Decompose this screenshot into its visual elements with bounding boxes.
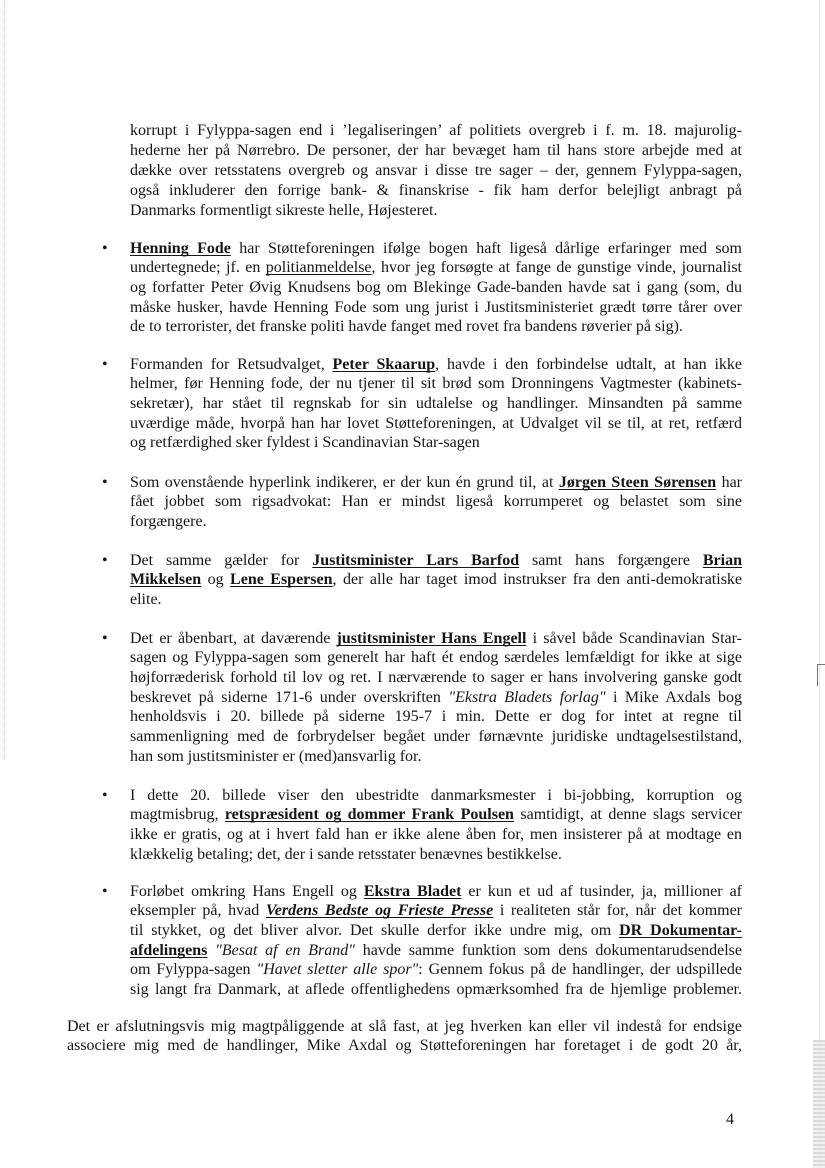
link-lars-barfod[interactable]: Justitsminister Lars Barfod: [312, 551, 520, 569]
text-line: I dette 20. billede viser den ubestridte danmarksmester i bi-jobbing, korruption og: [130, 786, 742, 804]
scan-edge-mark: [817, 664, 825, 686]
text-run: Formanden for Retsudvalget,: [130, 355, 333, 373]
text-run: har Støtteforeningen ifølge bogen haft ligeså dårlige erfaringer med som: [230, 239, 742, 257]
bullet-marker: •: [102, 882, 108, 900]
text-line: [130, 258, 742, 278]
bullet-marker: •: [102, 473, 108, 491]
scan-edge-shadow: [813, 1040, 825, 1168]
link-henning-fode[interactable]: Henning Fode: [130, 239, 231, 257]
scan-edge-right: [819, 0, 820, 1168]
text-run: , hvor jeg forsøgte at fange de gunstige vinde, journalist: [371, 259, 742, 277]
text-line: [130, 355, 742, 375]
text-run: til stykket, og det bliver alvor. Det skulle derfor ikke undre mig, om: [130, 921, 620, 939]
text-line: fået jobbet som rigsadvokat: Han er mindst ligeså korrumperet og belastet som sine: [130, 493, 742, 511]
text-run: i realiteten står for, når det kommer: [493, 902, 743, 920]
text-run: er kun et ud af tusinder, ja, millioner af: [461, 882, 742, 900]
text-line: [130, 551, 742, 571]
link-lene-espersen[interactable]: Lene Espersen: [230, 571, 333, 589]
link-joergen-steen-soerensen[interactable]: Jørgen Steen Sørensen: [558, 473, 717, 491]
text-line: sig langt fra Danmark, at aflede offentlighedens opmærksomhed fra de hjemlige problemer.: [130, 980, 742, 998]
text-line: højforræderisk forhold til lov og ret. I nærværende to sager er hans involvering ganske godt: [130, 668, 742, 686]
intro-paragraph: [130, 121, 742, 221]
bullet-marker: •: [102, 551, 108, 569]
link-peter-skaarup[interactable]: Peter Skaarup: [332, 355, 436, 373]
text-line: [130, 239, 742, 259]
text-line: elite.: [130, 590, 162, 608]
bullet-item: [102, 239, 742, 337]
text-run: samt hans forgængere: [519, 551, 703, 569]
bullet-item: [102, 882, 743, 1000]
bullet-marker: •: [102, 786, 108, 804]
bullet-marker: •: [102, 355, 108, 373]
text-line: dække over retsstatens overgreb og ansvar i disse tre sager – der, gennem Fylyppa-sagen,: [130, 162, 742, 179]
text-run: Det samme gælder for: [130, 551, 313, 569]
text-line: korrupt i Fylyppa-sagen end i ’legaliseringen’ af politiets overgreb i f. m. 18. majurolig-: [130, 122, 742, 139]
page-number: 4: [726, 1111, 734, 1128]
text-run: eksempler på, hvad: [130, 902, 266, 920]
text-run: har: [716, 473, 742, 491]
text-run: undertegnede; jf. en: [130, 259, 266, 277]
text-line: de to terrorister, det franske politi havde fanget med rovet fra bandens røverier på sig).: [130, 318, 683, 336]
link-hans-engell[interactable]: justitsminister Hans Engell: [336, 629, 527, 647]
bullet-item: [102, 629, 743, 767]
bullet-marker: •: [102, 239, 108, 257]
bullet-item: [102, 551, 743, 610]
text-run: og: [201, 571, 231, 589]
text-line: og forfatter Peter Øvig Knudsens bog om Blekinge Gade-banden havde sat i gang (som, du: [130, 278, 742, 296]
text-line: ikke er gratis, og at i hvert fald han er ikke alene åben for, men insisterer på at modtage en: [130, 825, 742, 843]
text-run: om Fylyppa-sagen: [130, 961, 257, 979]
link-politianmeldelse[interactable]: politianmeldelse: [265, 259, 372, 277]
text-run: samtidigt, at denne slags servicer: [513, 806, 742, 824]
text-line: [130, 473, 742, 493]
text-line: helmer, før Henning fode, der nu tjener til sit brød som Dronningens Vagtmester (kabinets-: [130, 375, 742, 393]
text-line: [130, 570, 742, 590]
text-line: sammenligning med de forbrydelser begået under førnævnte juridiske undtagelsestilstand,: [130, 727, 742, 745]
quoted-title: "Havet sletter alle spor": [256, 961, 419, 979]
text-run: beskrevet på siderne 171-6 under overskriften: [130, 688, 449, 706]
text-line: han som justitsminister er (med)ansvarlig for.: [130, 747, 422, 765]
text-line: klækkelig betaling; det, der i sande retsstater benævnes bestikkelse.: [130, 845, 562, 863]
text-line: og retfærdighed sker fyldest i Scandinavian Star-sagen: [130, 434, 480, 452]
scan-edge-left: [4, 0, 5, 760]
text-line: hederne her på Nørrebro. De personer, der har bevæget ham til hans store arbejde med at: [130, 142, 742, 159]
quoted-title: "Ekstra Bladets forlag": [448, 688, 606, 706]
text-line: Danmarks formentligt sikreste helle, Højesteret.: [130, 202, 438, 219]
link-ekstra-bladet[interactable]: Ekstra Bladet: [363, 882, 462, 900]
text-line: [130, 688, 742, 708]
text-run: Forløbet omkring Hans Engell og: [130, 882, 364, 900]
text-line: associere mig med de handlinger, Mike Axdal og Støtteforeningen har foretaget i de godt 20 år,: [67, 1037, 742, 1055]
text-line: forgængere.: [130, 512, 207, 530]
bullet-item: [102, 473, 742, 532]
quoted-title: "Besat af en Brand": [207, 941, 355, 959]
text-line: uværdige måde, hvorpå han har lovet Støtteforeningen, at Udvalget vil se til, at ret, retfærd: [130, 414, 742, 432]
text-line: [130, 805, 742, 825]
text-run: Det er åbenbart, at daværende: [130, 629, 337, 647]
link-brian-mikkelsen[interactable]: Mikkelsen: [130, 571, 202, 589]
text-line: [130, 921, 742, 941]
link-dr-dokumentarafdelingen[interactable]: afdelingens: [130, 941, 208, 959]
text-run: i Mike Axdals bog: [605, 688, 743, 706]
text-line: henholdsvis i 20. billede på siderne 195-7 i min. Dette er dog for intet at regne til: [130, 708, 742, 726]
text-run: : Gennem fokus på de handlinger, der udspillede: [418, 961, 742, 979]
text-line: Det er afslutningsvis mig magtpåliggende at slå fast, at jeg hverken kan eller vil indestå for endsige: [67, 1017, 742, 1035]
bullet-item: [102, 355, 742, 453]
text-run: , der alle har taget imod instrukser fra den anti-demokratiske: [332, 571, 743, 589]
text-line: [130, 901, 742, 921]
link-verdens-bedste-presse[interactable]: Verdens Bedste og Frieste Presse: [265, 902, 494, 920]
text-run: havde samme funktion som dens dokumentarudsendelse: [354, 941, 743, 959]
text-run: , havde i den forbindelse udtalt, at han ikke: [435, 355, 742, 373]
text-line: [130, 941, 742, 961]
text-run: Som ovenstående hyperlink indikerer, er der kun én grund til, at: [130, 473, 559, 491]
link-frank-poulsen[interactable]: retspræsident og dommer Frank Poulsen: [224, 806, 514, 824]
text-line: [130, 629, 742, 649]
link-brian-mikkelsen[interactable]: Brian: [702, 551, 742, 569]
link-dr-dokumentarafdelingen[interactable]: DR Dokumentar-: [619, 921, 742, 939]
text-line: måske husker, havde Henning Fode som ung jurist i Justitsministeriet grædt tørre tårer over: [130, 298, 742, 316]
text-line: [130, 882, 742, 902]
text-line: [130, 960, 742, 980]
text-run: magtmisbrug,: [130, 806, 225, 824]
text-line: sekretær), har stået til regnskab for sin udtalelse og handlinger. Minsandten på samme: [130, 394, 742, 412]
text-line: også inkluderer den forrige bank- & finanskrise - fik ham derfor belejligt anbragt på: [130, 182, 742, 199]
bullet-marker: •: [102, 629, 108, 647]
text-run: i såvel både Scandinavian Star-: [526, 629, 742, 647]
bullet-item: [102, 786, 742, 865]
closing-paragraph: [67, 1017, 742, 1056]
text-line: sagen og Fylyppa-sagen som generelt har haft ét endog særdeles lemfældigt for ikke at sige: [130, 649, 742, 667]
